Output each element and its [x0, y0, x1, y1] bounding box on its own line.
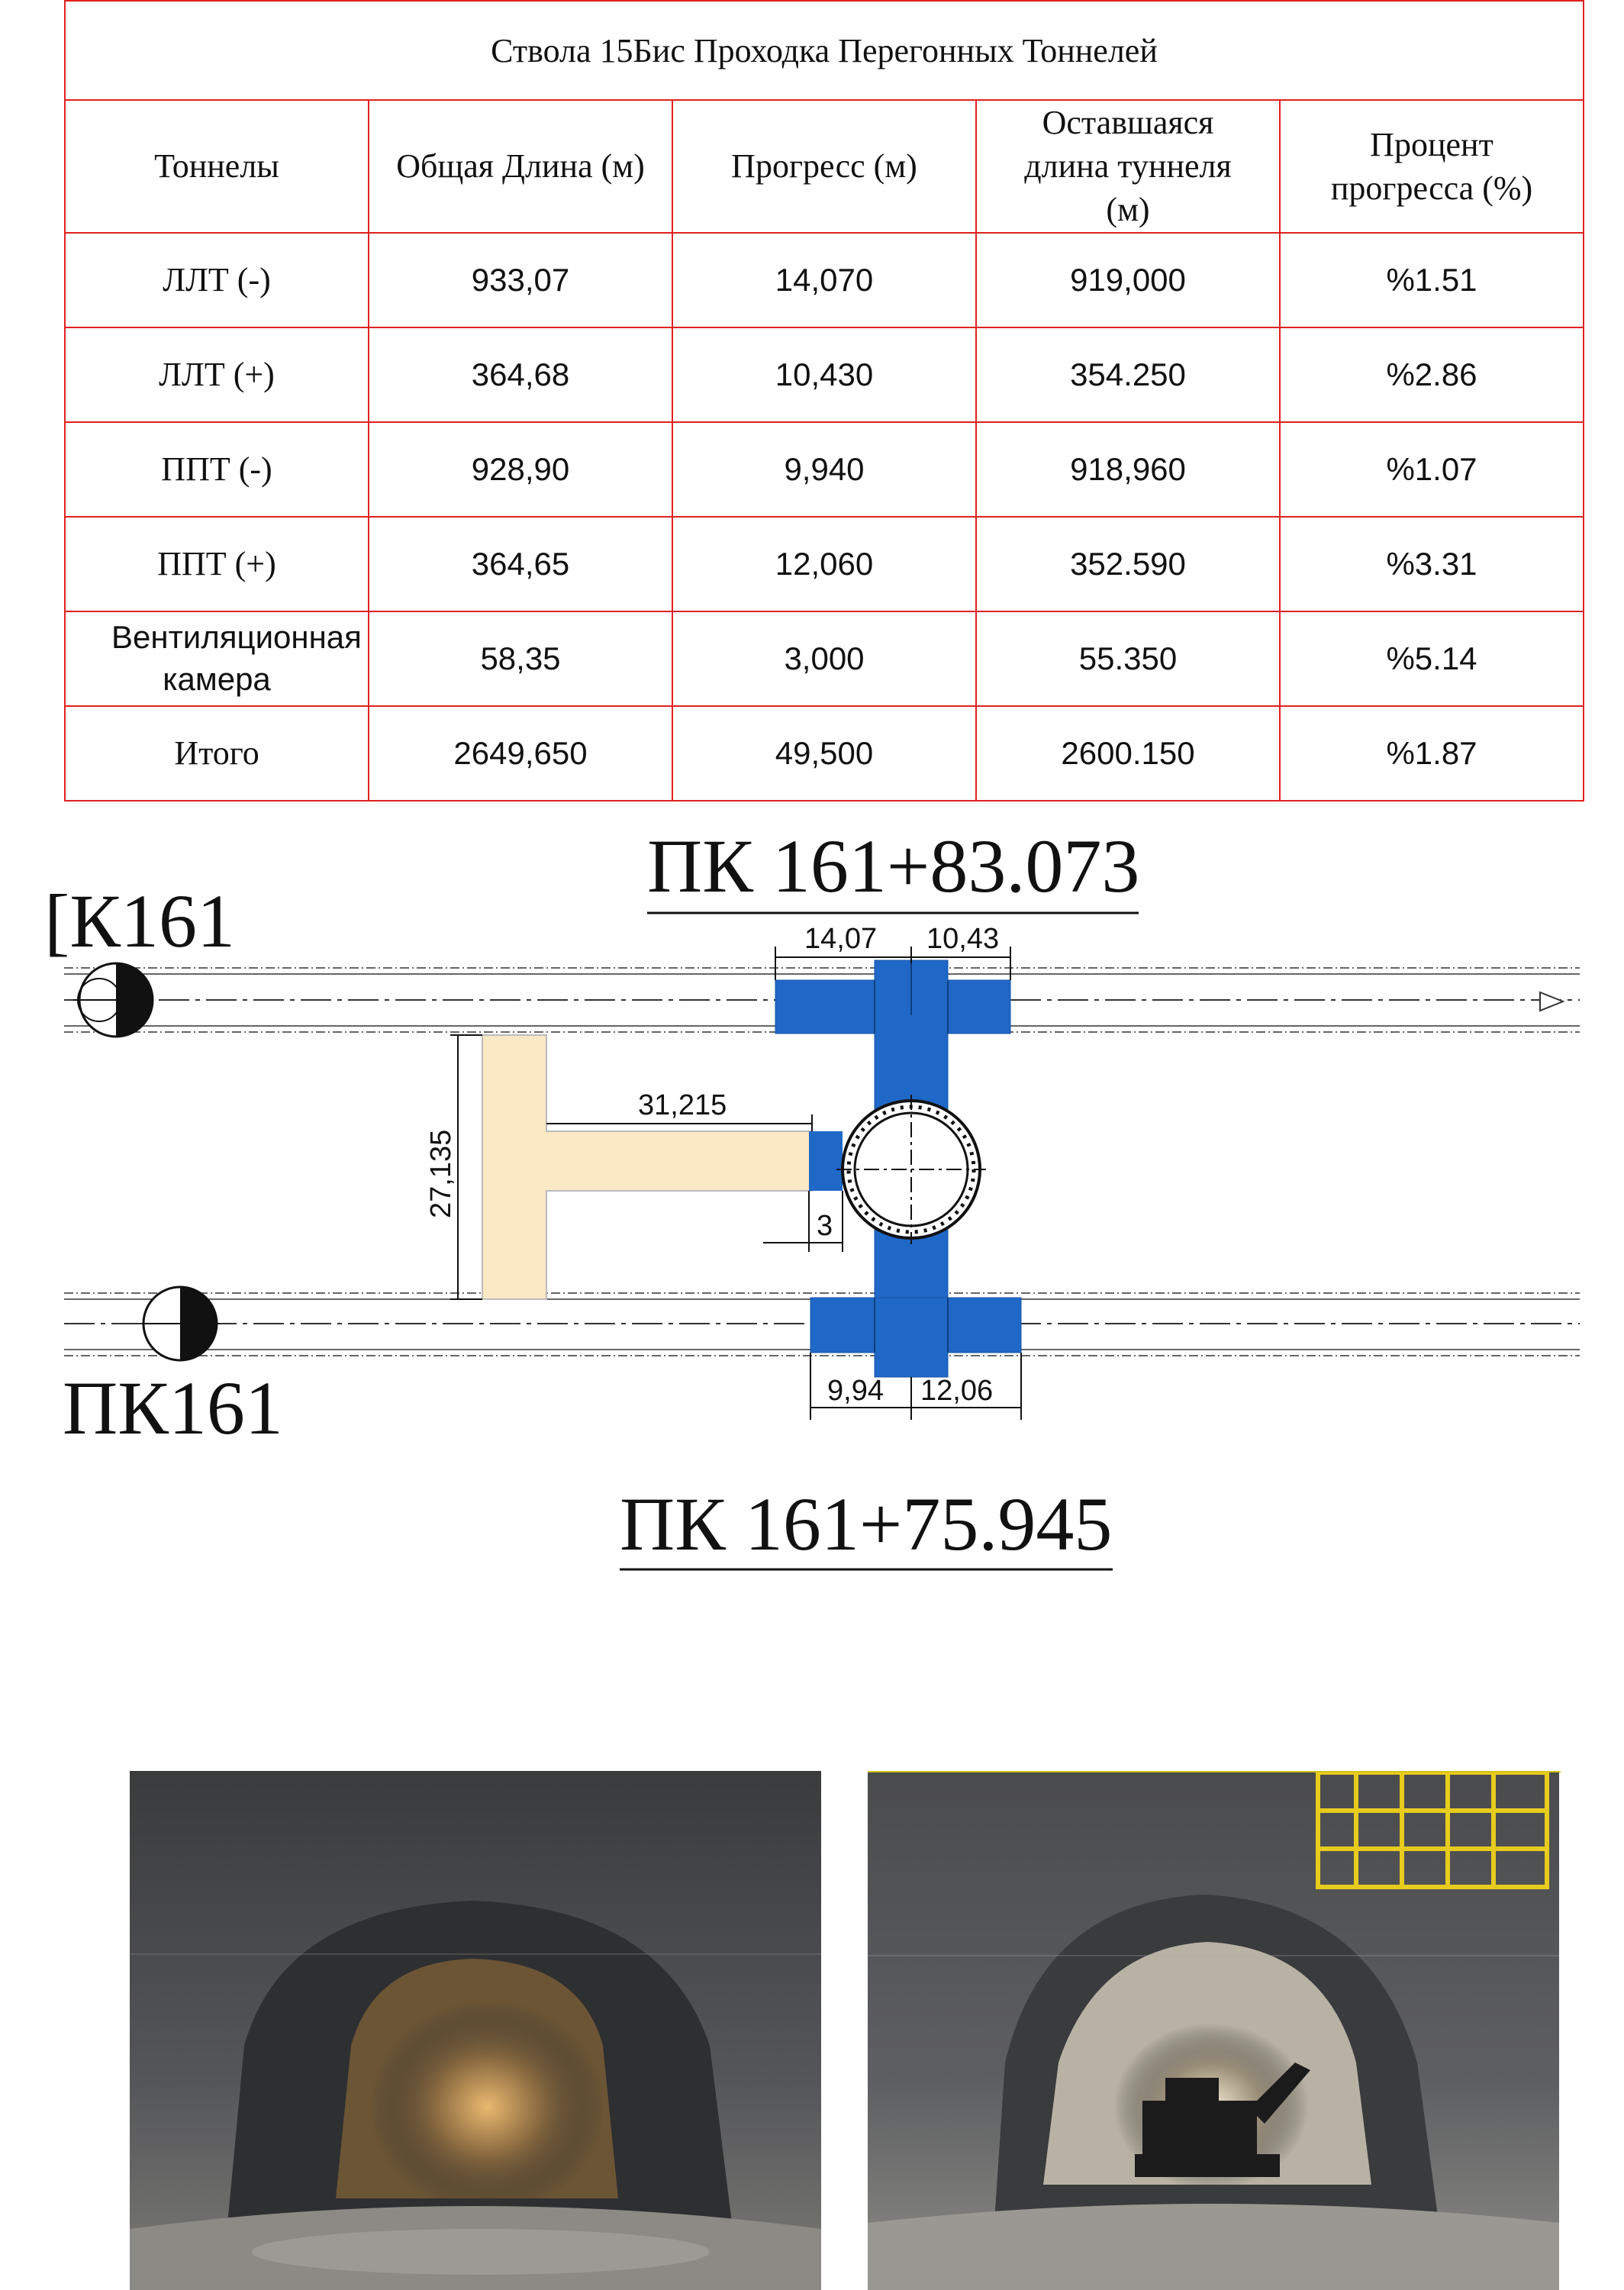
row-name: ЛЛТ (+) — [65, 327, 369, 422]
row-percent: %1.51 — [1280, 233, 1584, 327]
row-total: 364,65 — [369, 517, 672, 611]
dim-chamber-height: 27,135 — [425, 1129, 457, 1218]
station-label-bottom: ПК161 — [63, 1366, 283, 1450]
row-name: ППТ (-) — [65, 422, 369, 517]
table-row — [65, 517, 1584, 611]
header-progress: Прогресс (м) — [672, 100, 976, 233]
table-title-row — [65, 1, 1584, 100]
table-title: Ствола 15Бис Проходка Перегонных Тоннелей — [65, 1, 1584, 100]
row-percent: %1.07 — [1280, 422, 1584, 517]
row-name: Итого — [65, 706, 369, 801]
row-name: ППТ (+) — [65, 517, 369, 611]
dim-bottom-right: 12,06 — [920, 1375, 994, 1407]
row-remaining: 918,960 — [976, 422, 1280, 517]
shaft-ring-icon — [836, 1095, 986, 1244]
gallery-excavated — [809, 1131, 843, 1191]
pk-top-label: ПК 161+83.073 — [647, 824, 1140, 908]
row-progress: 3,000 — [672, 611, 976, 706]
header-total-length: Общая Длина (м) — [369, 100, 672, 233]
row-percent: %2.86 — [1280, 327, 1584, 422]
dim-top-right: 10,43 — [926, 923, 1000, 955]
tunnel-photo-left — [130, 1771, 821, 2290]
row-progress: 49,500 — [672, 706, 976, 801]
tunnel-photo-left-icon — [130, 1771, 821, 2290]
row-total: 364,68 — [369, 327, 672, 422]
station-label-top: [К161 — [44, 879, 235, 963]
dim-bottom-left: 9,94 — [827, 1375, 884, 1407]
tunnel-plan-diagram — [0, 794, 1624, 1603]
row-remaining: 2600.150 — [976, 706, 1280, 801]
row-total: 2649,650 — [369, 706, 672, 801]
row-progress: 14,070 — [672, 233, 976, 327]
ventilation-chamber — [482, 1035, 812, 1299]
table-row — [65, 706, 1584, 801]
dim-small: 3 — [817, 1210, 833, 1242]
table-row — [65, 233, 1584, 327]
row-total: 58,35 — [369, 611, 672, 706]
table-row — [65, 611, 1584, 706]
row-percent: %3.31 — [1280, 517, 1584, 611]
row-remaining: 919,000 — [976, 233, 1280, 327]
tunnel-photo-right — [868, 1771, 1561, 2290]
row-total: 928,90 — [369, 422, 672, 517]
row-progress: 9,940 — [672, 422, 976, 517]
row-name: ЛЛТ (-) — [65, 233, 369, 327]
row-name: Вентиляционная камера — [65, 611, 369, 706]
row-remaining: 352.590 — [976, 517, 1280, 611]
row-remaining: 354.250 — [976, 327, 1280, 422]
row-remaining: 55.350 — [976, 611, 1280, 706]
row-progress: 10,430 — [672, 327, 976, 422]
header-remaining: Оставшаяся длина туннеля (м) — [976, 100, 1280, 233]
header-tunnels: Тоннелы — [65, 100, 369, 233]
row-percent: %5.14 — [1280, 611, 1584, 706]
header-percent: Процент прогресса (%) — [1280, 100, 1584, 233]
row-progress: 12,060 — [672, 517, 976, 611]
row-total: 933,07 — [369, 233, 672, 327]
pk-bottom-label: ПК 161+75.945 — [620, 1482, 1113, 1566]
dim-gallery-length: 31,215 — [638, 1089, 727, 1121]
dim-top-left: 14,07 — [804, 923, 878, 955]
progress-table — [64, 0, 1584, 802]
tunnel-photo-right-icon — [868, 1772, 1559, 2290]
row-percent: %1.87 — [1280, 706, 1584, 801]
table-row — [65, 422, 1584, 517]
table-row — [65, 327, 1584, 422]
table-header-row — [65, 100, 1584, 233]
